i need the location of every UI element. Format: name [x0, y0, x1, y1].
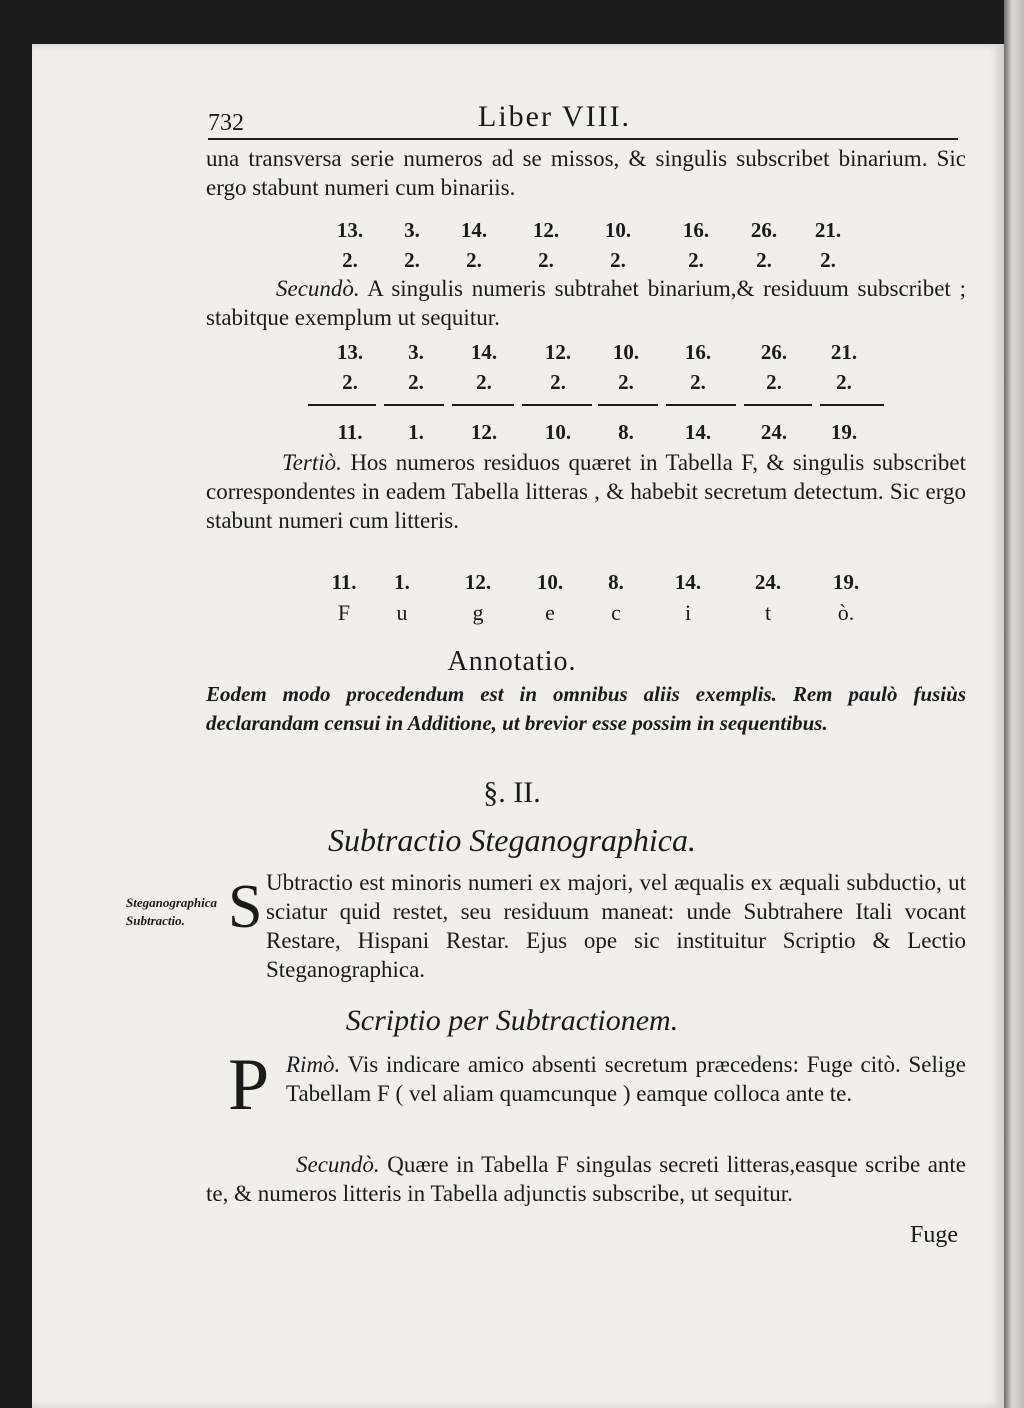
- subtraction-rule: [744, 404, 812, 406]
- secundo-label: Secundò.: [276, 276, 360, 301]
- table2-res: 19.: [830, 420, 858, 444]
- primo-paragraph: [286, 1050, 966, 1108]
- subtraction-rule: [384, 404, 444, 406]
- table3-num: 12.: [464, 570, 492, 594]
- table3-num: 14.: [674, 570, 702, 594]
- table1-bin: 2.: [538, 248, 554, 272]
- table2-binarii: [320, 370, 880, 398]
- section-number: §. II.: [483, 776, 541, 809]
- table3-numbers: [320, 570, 880, 598]
- scriptio-title: Scriptio per Subtractionem.: [345, 1004, 679, 1037]
- table2-bin: 2.: [690, 370, 706, 394]
- table1-num: 10.: [604, 218, 632, 242]
- table2-num: 26.: [760, 340, 788, 364]
- table3-letter: i: [684, 600, 692, 625]
- table3-num: 11.: [331, 570, 357, 594]
- running-head: Liber VIII.: [478, 100, 632, 133]
- table1-num: 26.: [750, 218, 778, 242]
- table1-num: 21.: [814, 218, 842, 242]
- intro-paragraph: una transversa serie numeros ad se missos, & singulis subscribet binarium. Sic ergo stabunt numeri cum binariis.: [206, 146, 966, 200]
- table2-num: 12.: [544, 340, 572, 364]
- table1-numbers: [320, 218, 880, 246]
- subtraction-rule: [598, 404, 658, 406]
- table3-letter: t: [764, 600, 772, 625]
- table3-letter: g: [472, 600, 484, 625]
- secundo-text: A singulis numeris subtrahet binarium,& residuum subscribet ; stabitque exemplum ut sequitur.: [206, 276, 966, 330]
- subtractio-paragraph: Ubtractio est minoris numeri ex majori, vel æqualis ex æquali subductio, ut sciatur quid restet, seu residuum maneat: unde Subtrahere Itali vocant Restare, Hispani Restar. Ejus ope sic instituitur Scriptio & Lectio Steganographica.: [266, 870, 966, 982]
- table2-num: 21.: [830, 340, 858, 364]
- page-edge: [1004, 0, 1024, 1408]
- catchword: Fuge: [910, 1222, 958, 1248]
- subtraction-rules: [308, 404, 888, 408]
- table1-bin: 2.: [404, 248, 420, 272]
- table1-num: 14.: [460, 218, 488, 242]
- table2-res: 1.: [408, 420, 424, 444]
- table2-num: 3.: [408, 340, 424, 364]
- table2-bin: 2.: [408, 370, 424, 394]
- table3-letter: c: [611, 600, 621, 625]
- tertio-text: Hos numeros residuos quæret in Tabella F, & singulis subscribet correspondentes in eadem Tabella litteras , & habebit secretum detectum. Sic ergo stabunt numeri cum litteris.: [206, 450, 966, 533]
- table2-res: 14.: [684, 420, 712, 444]
- table2-res: 24.: [760, 420, 788, 444]
- secundo-paragraph: [206, 274, 966, 332]
- table3-letters: [320, 600, 880, 628]
- page-header: [208, 100, 958, 140]
- table1-bin: 2.: [610, 248, 626, 272]
- subtraction-rule: [308, 404, 376, 406]
- subtraction-rule: [452, 404, 514, 406]
- table2-bin: 2.: [342, 370, 358, 394]
- table2-res: 11.: [337, 420, 363, 444]
- dropcap-s: S: [228, 873, 263, 941]
- table2-res: 10.: [544, 420, 572, 444]
- table2-bin: 2.: [618, 370, 634, 394]
- table1-binarii: [320, 248, 880, 276]
- table1-num: 3.: [404, 218, 420, 242]
- table1-bin: 2.: [820, 248, 836, 272]
- table3-letter: u: [396, 600, 408, 625]
- table1-num: 13.: [336, 218, 364, 242]
- table1-num: 12.: [532, 218, 560, 242]
- primo-text: Vis indicare amico absenti secretum præcedens: Fuge citò. Selige Tabellam F ( vel aliam quamcunque ) eamque colloca ante te.: [286, 1052, 966, 1106]
- secundo2-label: Secundò.: [296, 1152, 380, 1177]
- primo-lead: Rimò.: [286, 1052, 341, 1077]
- tertio-label: Tertiò.: [282, 450, 342, 475]
- section-title: Subtractio Steganographica.: [328, 822, 696, 858]
- margin-note: Steganographica Subtractio.: [126, 895, 218, 928]
- table2-num: 14.: [470, 340, 498, 364]
- secundo2-text: Quære in Tabella F singulas secreti litteras,easque scribe ante te, & numeros litteris in Tabella adjunctis subscribe, ut sequitur.: [206, 1152, 967, 1206]
- secundo2-paragraph: [206, 1150, 966, 1208]
- table2-bin: 2.: [836, 370, 852, 394]
- table3-num: 1.: [394, 570, 410, 594]
- table1-bin: 2.: [688, 248, 704, 272]
- table3-num: 8.: [608, 570, 624, 594]
- table3-letter: e: [545, 600, 555, 625]
- table2-numbers: [320, 340, 880, 368]
- table3-letter: F: [337, 600, 351, 625]
- table1-num: 16.: [682, 218, 710, 242]
- header-rule: [208, 138, 958, 140]
- table3-num: 19.: [832, 570, 860, 594]
- tertio-paragraph: [206, 448, 966, 535]
- subtraction-rule: [666, 404, 736, 406]
- table2-bin: 2.: [550, 370, 566, 394]
- table2-num: 10.: [612, 340, 640, 364]
- table3-num: 10.: [536, 570, 564, 594]
- annotatio-text: Eodem modo procedendum est in omnibus aliis exemplis. Rem paulò fusiùs declarandam censui in Additione, ut brevior esse possim in sequentibus.: [206, 682, 966, 735]
- table2-res: 12.: [470, 420, 498, 444]
- table2-bin: 2.: [766, 370, 782, 394]
- table2-num: 13.: [336, 340, 364, 364]
- table1-bin: 2.: [756, 248, 772, 272]
- page-number: 732: [208, 110, 244, 136]
- table2-num: 16.: [684, 340, 712, 364]
- table2-bin: 2.: [476, 370, 492, 394]
- subtraction-rule: [820, 404, 884, 406]
- table2-residua: [320, 420, 880, 448]
- dropcap-p: P: [228, 1044, 270, 1126]
- table1-bin: 2.: [466, 248, 482, 272]
- table1-bin: 2.: [342, 248, 358, 272]
- annotatio-title: Annotatio.: [447, 646, 577, 677]
- table3-num: 24.: [754, 570, 782, 594]
- table3-letter: ò.: [837, 600, 855, 625]
- subtraction-rule: [522, 404, 592, 406]
- table2-res: 8.: [618, 420, 634, 444]
